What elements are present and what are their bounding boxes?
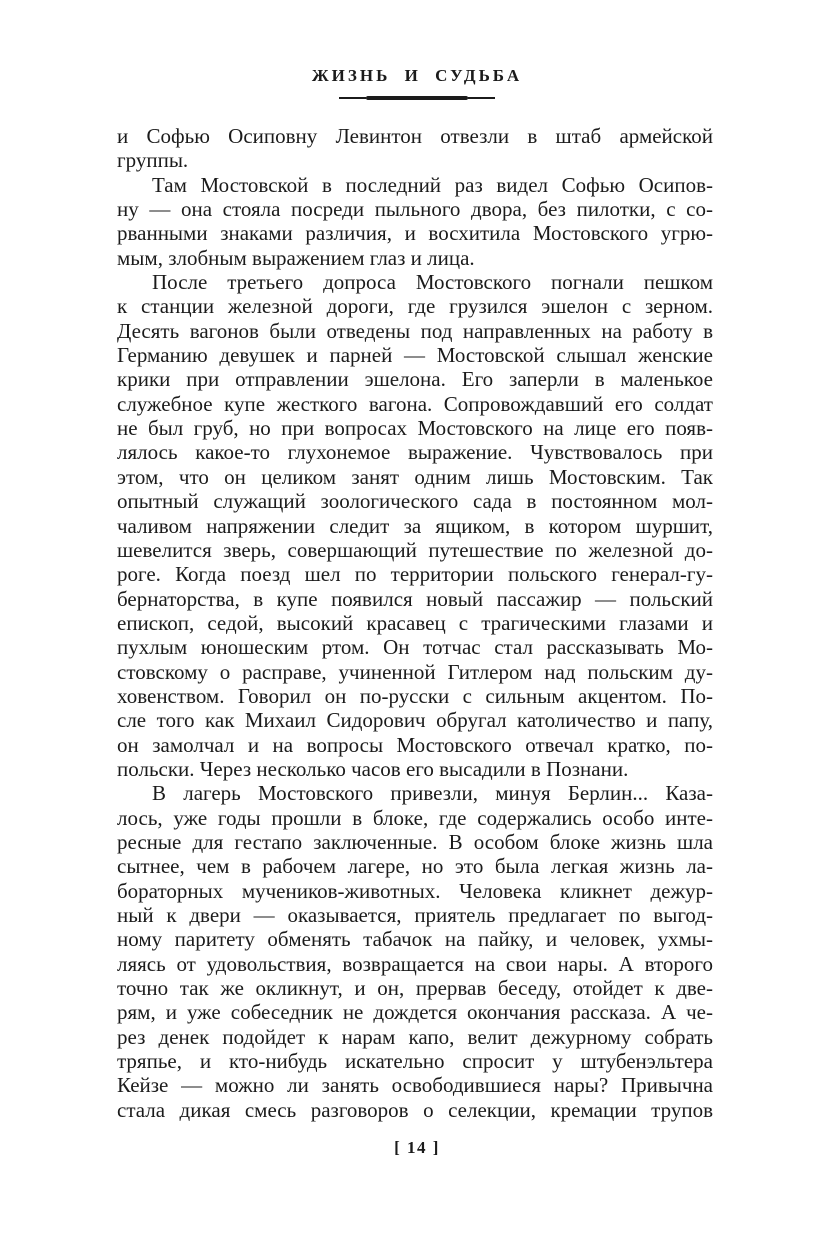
text-line: Десять вагонов были отведены под направленных на работу в	[117, 318, 713, 343]
text-line: ресные для гестапо заключенные. В особом блоке жизнь шла	[117, 829, 713, 854]
text-line: он замолчал и на вопросы Мостовского отвечал кратко, по-	[117, 732, 713, 757]
text-line: точно так же окликнут, и он, прервав беседу, отойдет к две-	[117, 976, 713, 1001]
running-head	[117, 66, 717, 86]
text-line: шевелится зверь, совершающий путешествие по железной до-	[117, 537, 713, 562]
body-text	[117, 124, 713, 1122]
text-line: этом, что он целиком занят одним лишь Мостовским. Так	[117, 464, 713, 489]
text-line: чаливом напряжении следит за ящиком, в котором шуршит,	[117, 513, 713, 538]
text-line: После третьего допроса Мостовского погнали пешком	[152, 270, 713, 295]
text-line: Кейзе — можно ли занять освободившиеся нары? Привычна	[117, 1073, 713, 1098]
text-line: бораторных мучеников-животных. Человека кликнет дежур-	[117, 878, 713, 903]
page-footer	[117, 1138, 717, 1158]
text-line: мым, злобным выражением глаз и лица.	[117, 245, 475, 270]
text-line: сле того как Михаил Сидорович обругал католичество и папу,	[117, 708, 713, 733]
text-line: рванными знаками различия, и восхитила Мостовского угрю-	[117, 221, 713, 246]
text-line: лялось какое-то глухонемое выражение. Чувствовалось при	[117, 440, 713, 465]
text-line: рез денек подойдет к нарам капо, велит дежурному собрать	[117, 1024, 713, 1049]
text-line: и Софью Осиповну Левинтон отвезли в штаб армейской	[117, 124, 713, 148]
text-line: В лагерь Мостовского привезли, минуя Берлин... Каза-	[152, 781, 713, 806]
text-line: епископ, седой, высокий красавец с трагическими глазами и	[117, 610, 713, 635]
text-line: сытнее, чем в рабочем лагере, но это была легкая жизнь ла-	[117, 854, 713, 879]
text-line: Там Мостовской в последний раз видел Софью Осипов-	[152, 172, 713, 197]
text-line: Германию девушек и парней — Мостовской слышал женские	[117, 343, 713, 368]
divider-thin-right	[468, 97, 495, 99]
text-line: ному паритету обменять табачок на пайку, и человек, ухмы-	[117, 927, 713, 952]
text-line: ный к двери — оказывается, приятель предлагает по выгод-	[117, 903, 713, 927]
text-line: стовскому о расправе, учиненной Гитлером над польским ду-	[117, 659, 713, 684]
header-divider-ornament	[117, 94, 717, 102]
text-line: лось, уже годы прошли в блоке, где содержались особо инте-	[117, 805, 713, 830]
text-line: роге. Когда поезд шел по территории польского генерал-гу-	[117, 562, 713, 587]
text-line: к станции железной дороги, где грузился эшелон с зерном.	[117, 294, 713, 319]
text-line: тряпье, и кто-нибудь искательно спросит у штубенэльтера	[117, 1049, 713, 1074]
text-line: пухлым юношеским ртом. Он тотчас стал рассказывать Мо-	[117, 635, 713, 660]
text-line: рям, и уже собеседник не дождется окончания рассказа. А че-	[117, 1000, 713, 1025]
text-line: группы.	[117, 148, 189, 173]
text-line: бернаторства, в купе появился новый пассажир — польский	[117, 586, 713, 611]
divider-thin-left	[339, 97, 366, 99]
text-line: не был груб, но при вопросах Мостовского на лице его появ-	[117, 416, 713, 441]
text-line: стала дикая смесь разговоров о селекции, кремации трупов	[117, 1097, 713, 1122]
text-line: ну — она стояла посреди пыльного двора, без пилотки, с со-	[117, 197, 713, 222]
text-line: ховенством. Говорил он по-русски с сильным акцентом. По-	[117, 683, 713, 708]
text-line: польски. Через несколько часов его высадили в Познани.	[117, 756, 629, 781]
text-line: крики при отправлении эшелона. Его заперли в маленькое	[117, 367, 713, 392]
text-line: служебное купе жесткого вагона. Сопровождавший его солдат	[117, 391, 713, 416]
page-number: [ 14 ]	[394, 1138, 440, 1157]
divider-thick-center	[366, 96, 468, 101]
text-line: ляясь от удовольствия, возвращается на свои нары. А второго	[117, 951, 713, 976]
page-title: ЖИЗНЬ И СУДЬБА	[311, 66, 523, 85]
text-line: опытный служащий зоологического сада в постоянном мол-	[117, 489, 713, 514]
